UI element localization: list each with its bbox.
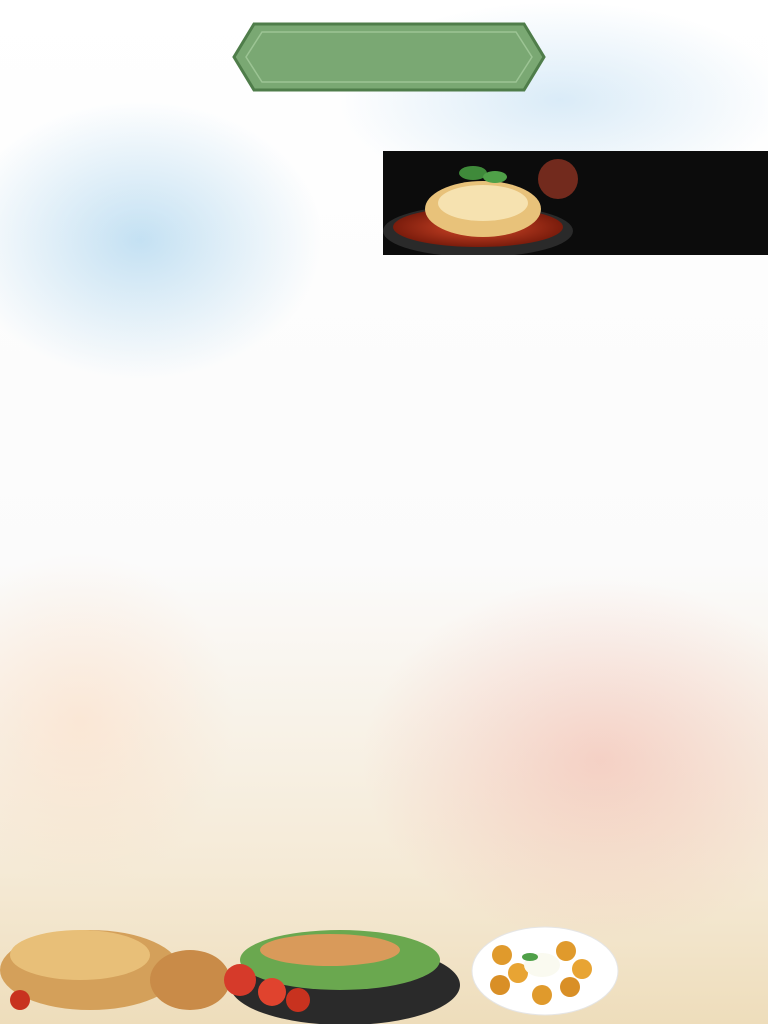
food-photo-bottom-left bbox=[0, 900, 460, 1024]
parmegiana-photo-box bbox=[383, 151, 768, 255]
parmegiana-photo bbox=[383, 151, 768, 255]
page-title bbox=[232, 18, 546, 96]
food-photo-bottom-right bbox=[470, 925, 620, 1017]
